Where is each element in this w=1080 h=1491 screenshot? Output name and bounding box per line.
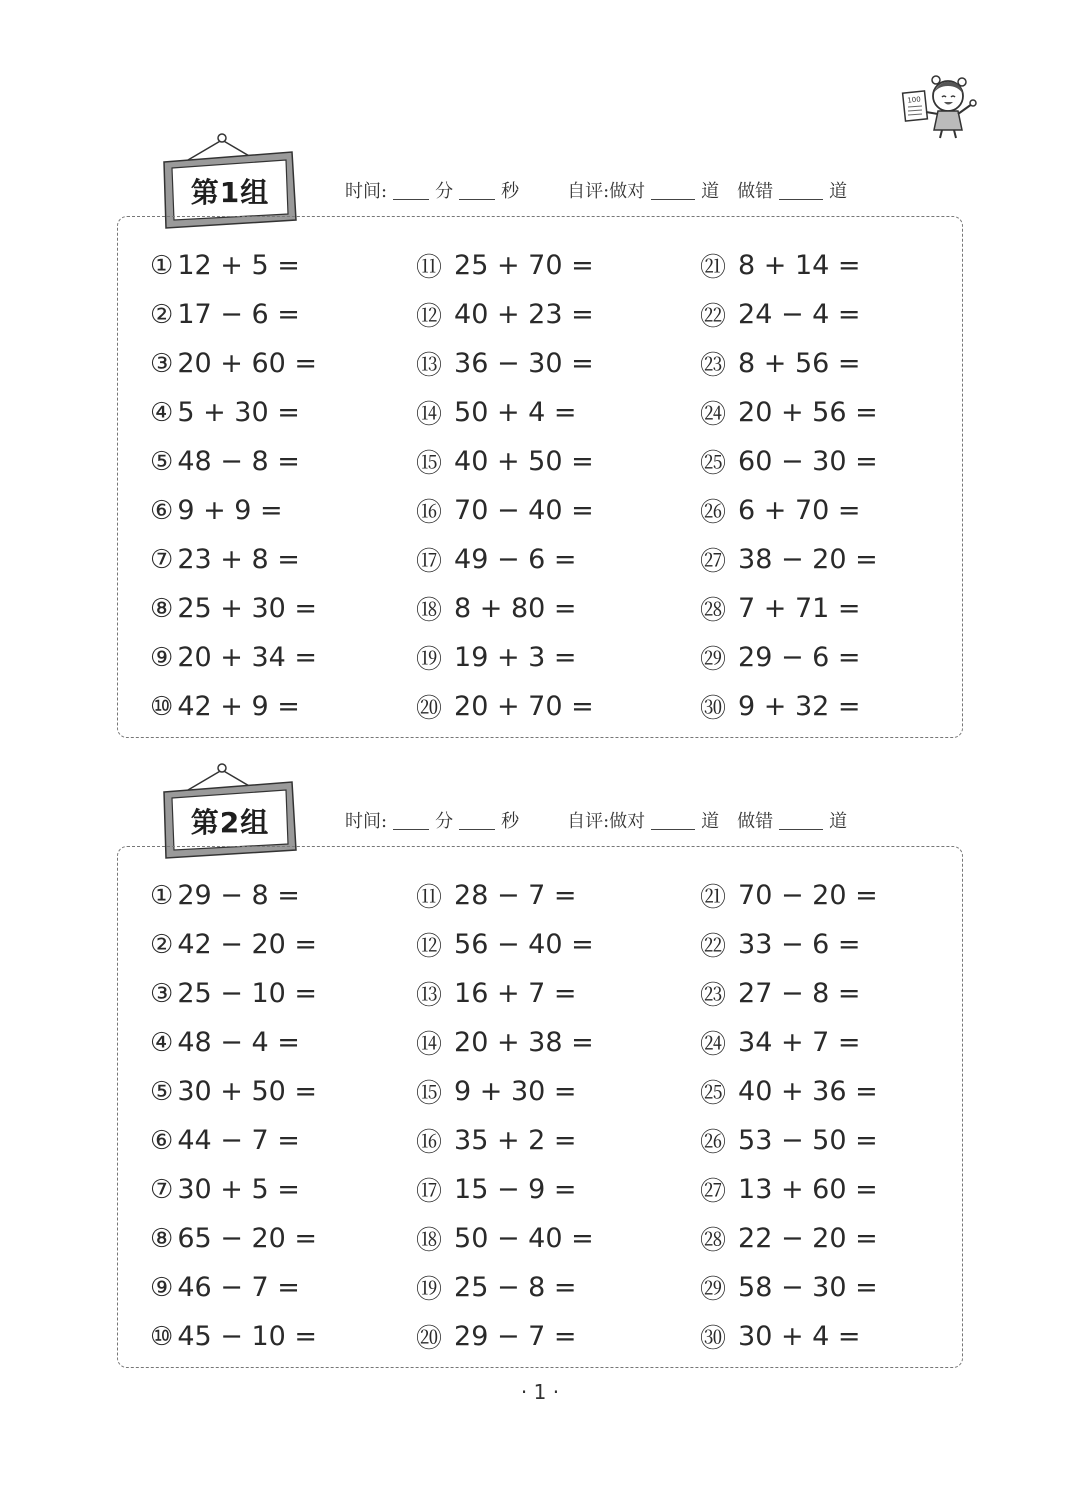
problem-number: ⑤ [150,446,174,477]
minutes-blank[interactable] [393,181,429,200]
problem-item [150,1116,317,1165]
seconds-blank[interactable] [459,181,495,200]
self-eval-label: 自评:做对 [567,181,646,202]
problem-number: ⑱ [416,1226,443,1256]
problem-column [700,241,878,731]
problem-number: ⑯ [416,1128,443,1158]
problem-item [416,437,594,486]
self-eval-label: 自评:做对 [567,811,646,832]
problem-item [150,339,317,388]
problem-expression: 8 + 80 = [454,593,577,624]
problem-item [416,920,594,969]
problem-expression: 56 − 40 = [454,929,594,960]
problem-number: ⑥ [150,1125,174,1156]
problem-expression: 17 − 6 = [177,299,300,330]
problem-item [416,633,594,682]
score-header [345,804,847,836]
problem-expression: 7 + 71 = [738,593,861,624]
problem-item [150,633,317,682]
problem-expression: 38 − 20 = [738,544,878,575]
problem-number: ⑧ [150,1223,174,1254]
problem-item [150,920,317,969]
problem-expression: 9 + 9 = [177,495,283,526]
problem-number: ⑳ [416,1324,443,1354]
problem-number: ⑩ [150,1321,174,1352]
problem-expression: 20 + 34 = [177,642,318,673]
problem-expression: 8 + 14 = [738,250,861,281]
mascot-illustration [900,70,980,142]
seconds-blank[interactable] [459,811,495,830]
problem-item [416,241,594,290]
problem-item [700,871,878,920]
problems-box [117,846,963,1368]
problem-item [150,1214,317,1263]
problem-expression: 60 − 30 = [738,446,878,477]
problem-item [416,1214,594,1263]
problem-number: ② [150,929,174,960]
group-title: 第2组 [190,806,270,839]
problem-item [700,535,878,584]
problem-number: ⑮ [416,1079,443,1109]
problem-number: ⑳ [416,694,443,724]
problem-number: ㉖ [700,498,727,528]
problem-item [150,1263,317,1312]
problem-item [416,871,594,920]
problem-expression: 29 − 8 = [177,880,300,911]
problem-number: ㉕ [700,449,727,479]
correct-unit: 道 [701,811,720,832]
problem-item [700,339,878,388]
problem-expression: 58 − 30 = [738,1272,878,1303]
problem-item [416,1312,594,1361]
problem-expression: 40 + 36 = [738,1076,878,1107]
problem-expression: 24 − 4 = [738,299,861,330]
correct-count-blank[interactable] [651,181,695,200]
problem-expression: 50 + 4 = [454,397,577,428]
problem-column [150,871,317,1361]
problem-item [150,486,317,535]
problem-number: ③ [150,978,174,1009]
problem-item [416,1116,594,1165]
problem-number: ⑫ [416,302,443,332]
problem-expression: 6 + 70 = [738,495,861,526]
wrong-unit: 道 [829,811,848,832]
problem-number: ⑯ [416,498,443,528]
problem-item [150,1312,317,1361]
problem-column [416,871,594,1361]
problem-expression: 30 + 50 = [177,1076,318,1107]
problem-expression: 42 + 9 = [177,691,300,722]
problem-expression: 36 − 30 = [454,348,594,379]
problem-item [700,1116,878,1165]
problem-item [416,388,594,437]
problem-expression: 25 + 30 = [177,593,318,624]
problem-item [700,1312,878,1361]
problem-item [700,1214,878,1263]
problem-number: ① [150,880,174,911]
problem-number: ⑦ [150,544,174,575]
wrong-count-blank[interactable] [779,811,823,830]
problem-item [150,584,317,633]
problem-number: ④ [150,397,174,428]
problem-item [700,1165,878,1214]
problem-expression: 33 − 6 = [738,929,861,960]
problem-item [150,1018,317,1067]
problem-number: ⑮ [416,449,443,479]
problem-expression: 45 − 10 = [177,1321,318,1352]
problem-item [416,682,594,731]
problem-number: ㉖ [700,1128,727,1158]
problem-expression: 30 + 5 = [177,1174,300,1205]
problem-expression: 48 − 8 = [177,446,300,477]
problem-number: ⑰ [416,547,443,577]
problem-number: ㉒ [700,932,727,962]
problem-item [700,290,878,339]
problem-item [416,486,594,535]
problem-number: ⑨ [150,1272,174,1303]
problem-expression: 46 − 7 = [177,1272,300,1303]
problem-number: ② [150,299,174,330]
page-number: · 1 · [520,1380,560,1404]
problem-item [150,535,317,584]
problem-column [150,241,317,731]
problem-item [700,1067,878,1116]
problem-number: ⑫ [416,932,443,962]
problem-item [700,633,878,682]
problem-item [700,920,878,969]
problem-expression: 44 − 7 = [177,1125,300,1156]
problem-expression: 34 + 7 = [738,1027,861,1058]
problem-expression: 40 + 50 = [454,446,594,477]
problem-expression: 20 + 60 = [177,348,318,379]
problem-expression: 5 + 30 = [177,397,300,428]
problem-number: ㉒ [700,302,727,332]
problem-expression: 29 − 7 = [454,1321,577,1352]
problem-number: ㉙ [700,1275,727,1305]
problem-item [150,290,317,339]
problem-expression: 49 − 6 = [454,544,577,575]
problem-expression: 42 − 20 = [177,929,318,960]
problem-number: ⑧ [150,593,174,624]
problem-item [700,388,878,437]
problem-item [416,1067,594,1116]
wrong-label: 做错 [737,181,774,202]
problem-item [416,1018,594,1067]
problem-number: ⑲ [416,645,443,675]
problem-column [416,241,594,731]
correct-unit: 道 [701,181,720,202]
problem-number: ⑬ [416,981,443,1011]
wrong-unit: 道 [829,181,848,202]
problem-number: ⑪ [416,883,443,913]
problem-item [416,1165,594,1214]
problem-item [700,969,878,1018]
problem-item [700,241,878,290]
minutes-blank[interactable] [393,811,429,830]
problem-item [416,290,594,339]
problem-expression: 9 + 32 = [738,691,861,722]
problem-number: ⑨ [150,642,174,673]
problem-number: ㉕ [700,1079,727,1109]
problem-expression: 19 + 3 = [454,642,577,673]
problem-number: ⑰ [416,1177,443,1207]
problem-number: ㉗ [700,1177,727,1207]
problem-item [150,682,317,731]
mascot-badge: 100 [906,95,922,105]
problem-number: ⑥ [150,495,174,526]
problem-number: ㉗ [700,547,727,577]
problem-number: ⑪ [416,253,443,283]
minutes-label: 分 [435,181,454,202]
problem-number: ⑤ [150,1076,174,1107]
problem-number: ⑲ [416,1275,443,1305]
score-header [345,174,847,206]
problem-item [150,969,317,1018]
wrong-count-blank[interactable] [779,181,823,200]
problem-expression: 48 − 4 = [177,1027,300,1058]
problem-item [150,437,317,486]
problem-expression: 70 − 20 = [738,880,878,911]
problem-number: ⑭ [416,1030,443,1060]
problem-item [416,535,594,584]
problems-box [117,216,963,738]
problem-number: ㉑ [700,883,727,913]
wrong-label: 做错 [737,811,774,832]
problem-expression: 35 + 2 = [454,1125,577,1156]
problem-item [700,584,878,633]
problem-expression: 20 + 38 = [454,1027,594,1058]
problem-expression: 30 + 4 = [738,1321,861,1352]
problem-number: ㉔ [700,400,727,430]
problem-number: ③ [150,348,174,379]
problem-number: ⑦ [150,1174,174,1205]
problem-item [150,1165,317,1214]
problem-expression: 9 + 30 = [454,1076,577,1107]
problem-number: ㉘ [700,596,727,626]
problem-number: ① [150,250,174,281]
problem-item [416,969,594,1018]
problem-number: ㉓ [700,981,727,1011]
seconds-label: 秒 [501,811,520,832]
problem-item [700,1018,878,1067]
problem-number: ㉚ [700,694,727,724]
problem-expression: 20 + 56 = [738,397,878,428]
problem-expression: 25 − 10 = [177,978,318,1009]
problem-expression: 65 − 20 = [177,1223,318,1254]
problem-item [700,1263,878,1312]
problem-expression: 8 + 56 = [738,348,861,379]
problem-item [416,1263,594,1312]
group-title: 第1组 [190,176,270,209]
problem-item [150,1067,317,1116]
problem-item [150,871,317,920]
problem-number: ⑩ [150,691,174,722]
problem-expression: 25 + 70 = [454,250,594,281]
problem-number: ㉙ [700,645,727,675]
problem-number: ⑱ [416,596,443,626]
problem-item [700,682,878,731]
problem-expression: 25 − 8 = [454,1272,577,1303]
problem-number: ⑬ [416,351,443,381]
problem-expression: 15 − 9 = [454,1174,577,1205]
problem-expression: 16 + 7 = [454,978,577,1009]
time-label: 时间: [345,811,388,832]
problem-item [150,241,317,290]
problem-expression: 22 − 20 = [738,1223,878,1254]
problem-item [150,388,317,437]
problem-expression: 23 + 8 = [177,544,300,575]
problem-number: ④ [150,1027,174,1058]
problem-expression: 53 − 50 = [738,1125,878,1156]
problem-number: ㉔ [700,1030,727,1060]
problem-number: ㉓ [700,351,727,381]
problem-item [700,486,878,535]
problem-number: ㉑ [700,253,727,283]
time-label: 时间: [345,181,388,202]
problem-expression: 20 + 70 = [454,691,594,722]
problem-number: ㉘ [700,1226,727,1256]
problem-column [700,871,878,1361]
seconds-label: 秒 [501,181,520,202]
problem-expression: 50 − 40 = [454,1223,594,1254]
problem-number: ㉚ [700,1324,727,1354]
problem-expression: 70 − 40 = [454,495,594,526]
problem-expression: 29 − 6 = [738,642,861,673]
minutes-label: 分 [435,811,454,832]
problem-expression: 28 − 7 = [454,880,577,911]
problem-item [416,584,594,633]
problem-expression: 12 + 5 = [177,250,300,281]
problem-item [700,437,878,486]
problem-expression: 40 + 23 = [454,299,594,330]
problem-expression: 13 + 60 = [738,1174,878,1205]
problem-expression: 27 − 8 = [738,978,861,1009]
correct-count-blank[interactable] [651,811,695,830]
problem-item [416,339,594,388]
problem-number: ⑭ [416,400,443,430]
